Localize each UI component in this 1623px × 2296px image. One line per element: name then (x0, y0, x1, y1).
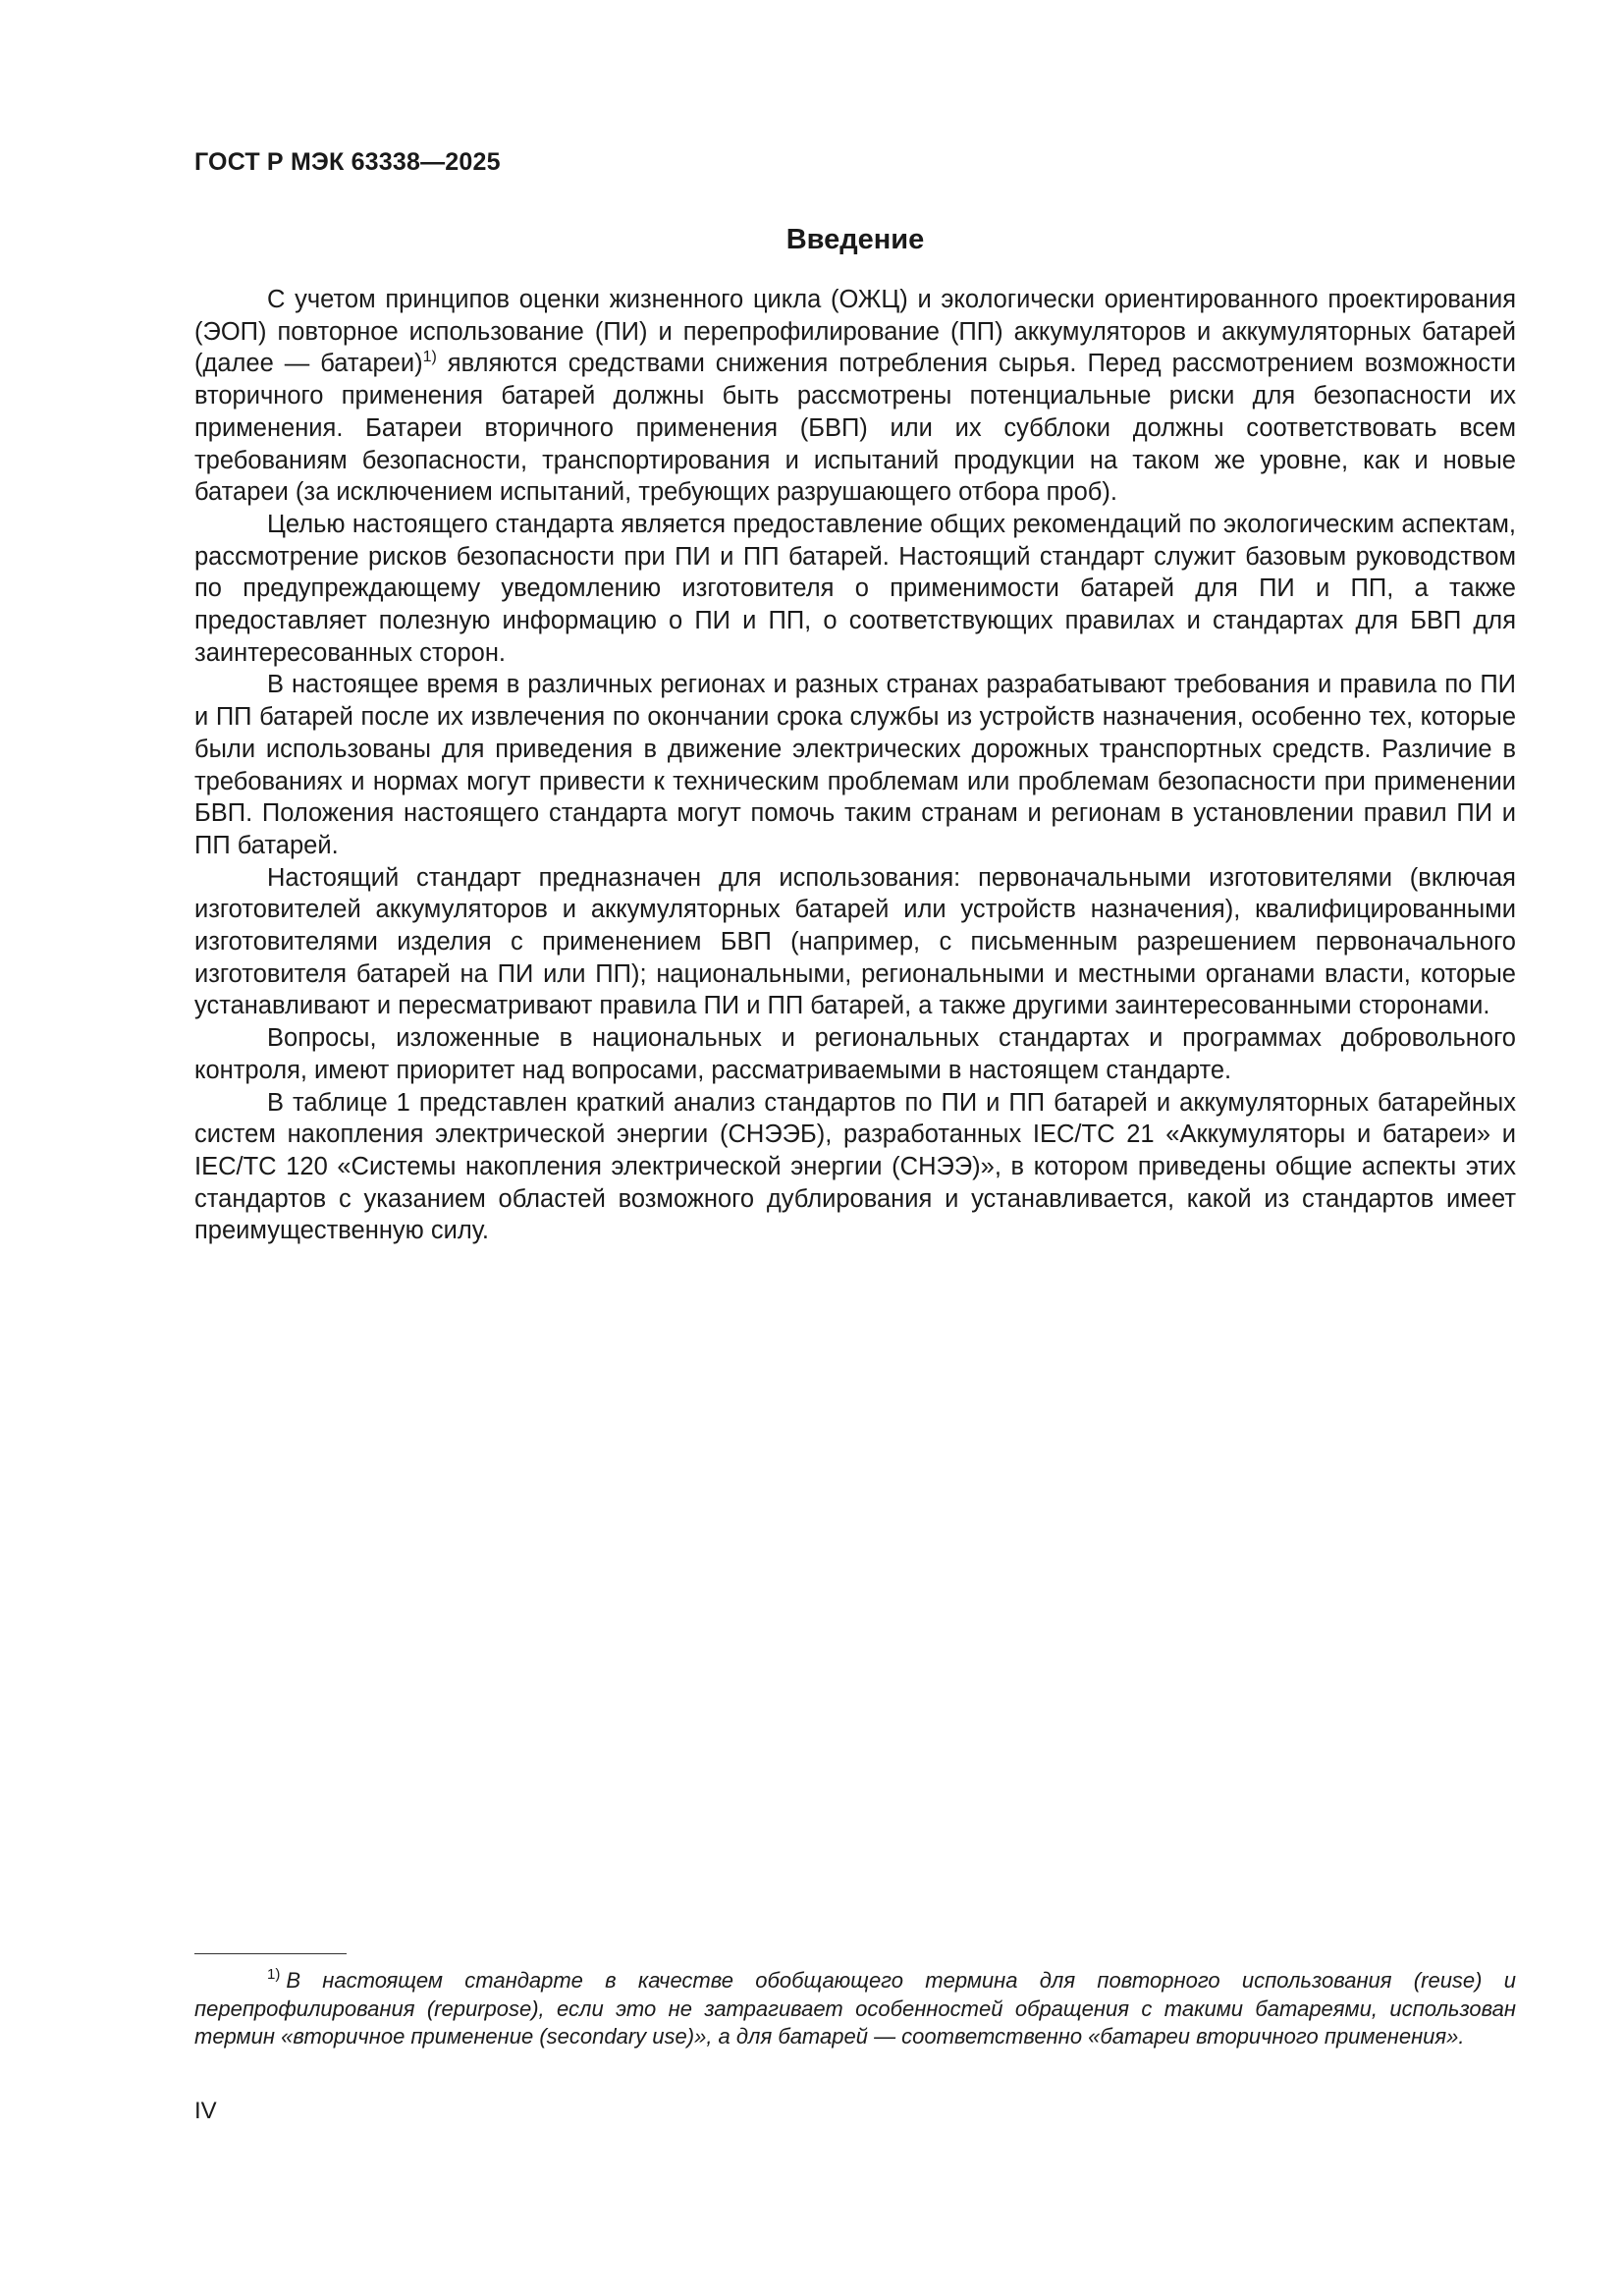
paragraph-1-text-continued: являются средствами снижения потребления сырья. Перед рассмотрением возможности вторичного применения батарей должны быть рассмотрены потенциальные риски для безопасности их применения. Батареи вторичного применения (БВП) или их субблоки должны соответствовать всем требованиям безопасности, транспортирования и испытаний продукции на таком же уровне, как и новые батареи (за исключением испытаний, требующих разрушающего отбора проб). (194, 350, 1516, 507)
paragraph-1 (194, 284, 1516, 509)
paragraph-3: В настоящее время в различных регионах и разных странах разрабатывают требования и правила по ПИ и ПП батарей после их извлечения по окончании срока службы из устройств назначения, особенно тех, которые были использованы для приведения в движение электрических дорожных транспортных средств. Различие в требованиях и нормах могут привести к техническим проблемам или проблемам безопасности при применении БВП. Положения настоящего стандарта могут помочь таким странам и регионам в установлении правил ПИ и ПП батарей. (194, 671, 1516, 859)
paragraph-1-text: С учетом принципов оценки жизненного цикла (ОЖЦ) и экологически ориентированного проектирования (ЭОП) повторное использование (ПИ) и перепрофилирование (ПП) аккумуляторов и аккумуляторных батарей (далее — батареи) (194, 286, 1516, 378)
page-number: IV (194, 2098, 217, 2124)
paragraph-4: Настоящий стандарт предназначен для использования: первоначальными изготовителями (включая изготовителей аккумуляторов и аккумуляторных батарей или устройств назначения), квалифицированными изготовителями изделия с применением БВП (например, с письменным разрешением первоначального изготовителя батарей на ПИ или ПП); национальными, региональными и местными органами власти, которые устанавливают и пересматривают правила ПИ и ПП батарей, а также другими заинтересованными сторонами. (194, 863, 1516, 1020)
footnote-text: В настоящем стандарте в качестве обобщающего термина для повторного использования (reuse) и перепрофилирования (repurpose), если это не затрагивает особенностей обращения с такими батареями, использован термин «вторичное применение (secondary use)», а для батарей — соответственно «батареи вторичного применения». (194, 1968, 1516, 2049)
document-code: ГОСТ Р МЭК 63338—2025 (194, 148, 501, 176)
paragraph-5: Вопросы, изложенные в национальных и региональных стандартах и программах добровольного контроля, имеют приоритет над вопросами, рассматриваемыми в настоящем стандарте. (194, 1024, 1516, 1084)
footnote-reference[interactable]: 1) (422, 349, 437, 366)
section-title: Введение (785, 224, 925, 255)
paragraph-2: Целью настоящего стандарта является предоставление общих рекомендаций по экологическим аспектам, рассмотрение рисков безопасности при ПИ и ПП батарей. Настоящий стандарт служит базовым руководством по предупреждающему уведомлению изготовителя о применимости батарей для ПИ и ПП, а также предоставляет полезную информацию о ПИ и ПП, о соответствующих правилах и стандартах для БВП для заинтересованных сторон. (194, 510, 1516, 667)
footnote-separator (194, 1953, 347, 1954)
body-text (194, 284, 1516, 1247)
paragraph-6: В таблице 1 представлен краткий анализ стандартов по ПИ и ПП батарей и аккумуляторных батарейных систем накопления электрической энергии (СНЭЭБ), разработанных IEC/TC 21 «Аккумуляторы и батареи» и IEC/TC 120 «Системы накопления электрической энергии (СНЭЭ)», в котором приведены общие аспекты этих стандартов с указанием областей возможного дублирования и устанавливается, какой из стандартов имеет преимущественную силу. (194, 1088, 1516, 1245)
footnote-marker: 1) (267, 1966, 281, 1983)
footnote (194, 1967, 1516, 2051)
